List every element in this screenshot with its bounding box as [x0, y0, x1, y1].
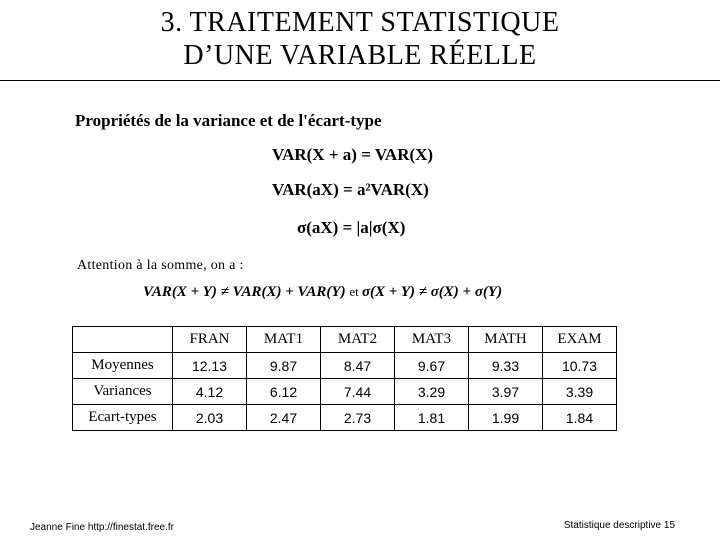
table-cell: 6.12 — [247, 379, 321, 405]
header-cell-exam: EXAM — [543, 327, 617, 353]
table-cell: 1.99 — [469, 405, 543, 431]
table-cell: 1.84 — [543, 405, 617, 431]
header-cell-fran: FRAN — [173, 327, 247, 353]
formula-lhs: σ(aX) — [297, 218, 339, 237]
equals-sign: = — [361, 145, 375, 164]
conjunction-et — [349, 284, 362, 299]
formula-lhs: VAR(aX) — [272, 180, 339, 199]
table-cell: 3.97 — [469, 379, 543, 405]
formula-rhs: a²VAR(X) — [356, 180, 429, 199]
formula-var-scaling — [272, 180, 429, 200]
table-cell: 7.44 — [321, 379, 395, 405]
formula-lhs: VAR(X + a) — [272, 145, 357, 164]
table-row — [73, 405, 617, 431]
table-cell: 9.87 — [247, 353, 321, 379]
attention-note: Attention à la somme, on a : — [77, 258, 244, 273]
table-header-row — [73, 327, 617, 353]
row-label: Variances — [73, 379, 173, 405]
table-cell: 2.73 — [321, 405, 395, 431]
table-cell: 4.12 — [173, 379, 247, 405]
formula-var-translation — [272, 145, 433, 165]
table-cell: 9.33 — [469, 353, 543, 379]
table-cell: 12.13 — [173, 353, 247, 379]
table-cell: 2.47 — [247, 405, 321, 431]
equals-sign: = — [342, 218, 357, 237]
title-divider — [0, 80, 720, 81]
table-cell: 8.47 — [321, 353, 395, 379]
table-cell: 9.67 — [395, 353, 469, 379]
var-sum-inequality: VAR(X + Y) ≠ VAR(X) + VAR(Y) — [143, 284, 346, 300]
slide-title — [0, 6, 720, 72]
header-cell-mat2: MAT2 — [321, 327, 395, 353]
header-cell-mat1: MAT1 — [247, 327, 321, 353]
table-cell: 3.29 — [395, 379, 469, 405]
stats-table — [72, 326, 617, 431]
slide-title-line2: D’UNE VARIABLE RÉELLE — [183, 40, 537, 71]
table-cell: 2.03 — [173, 405, 247, 431]
table-cell: 1.81 — [395, 405, 469, 431]
footer-author: Jeanne Fine http://finestat.free.fr — [30, 522, 174, 533]
header-cell-empty — [73, 327, 173, 353]
header-cell-math: MATH — [469, 327, 543, 353]
sum-inequalities — [143, 284, 502, 301]
table-row — [73, 379, 617, 405]
conjunction-text: et — [349, 284, 359, 299]
equals-sign: = — [343, 180, 357, 199]
formula-rhs: VAR(X) — [374, 145, 434, 164]
formula-sigma-scaling — [297, 218, 405, 238]
section-subtitle: Propriétés de la variance et de l'écart-type — [75, 111, 382, 130]
row-label: Moyennes — [73, 353, 173, 379]
row-label: Ecart-types — [73, 405, 173, 431]
table-row — [73, 353, 617, 379]
slide-title-line1: 3. TRAITEMENT STATISTIQUE — [160, 7, 560, 38]
formula-rhs: |a|σ(X) — [356, 218, 406, 237]
table-cell: 10.73 — [543, 353, 617, 379]
header-cell-mat3: MAT3 — [395, 327, 469, 353]
footer-page-label: Statistique descriptive 15 — [563, 520, 675, 531]
sigma-sum-inequality: σ(X + Y) ≠ σ(X) + σ(Y) — [361, 284, 503, 300]
table-cell: 3.39 — [543, 379, 617, 405]
